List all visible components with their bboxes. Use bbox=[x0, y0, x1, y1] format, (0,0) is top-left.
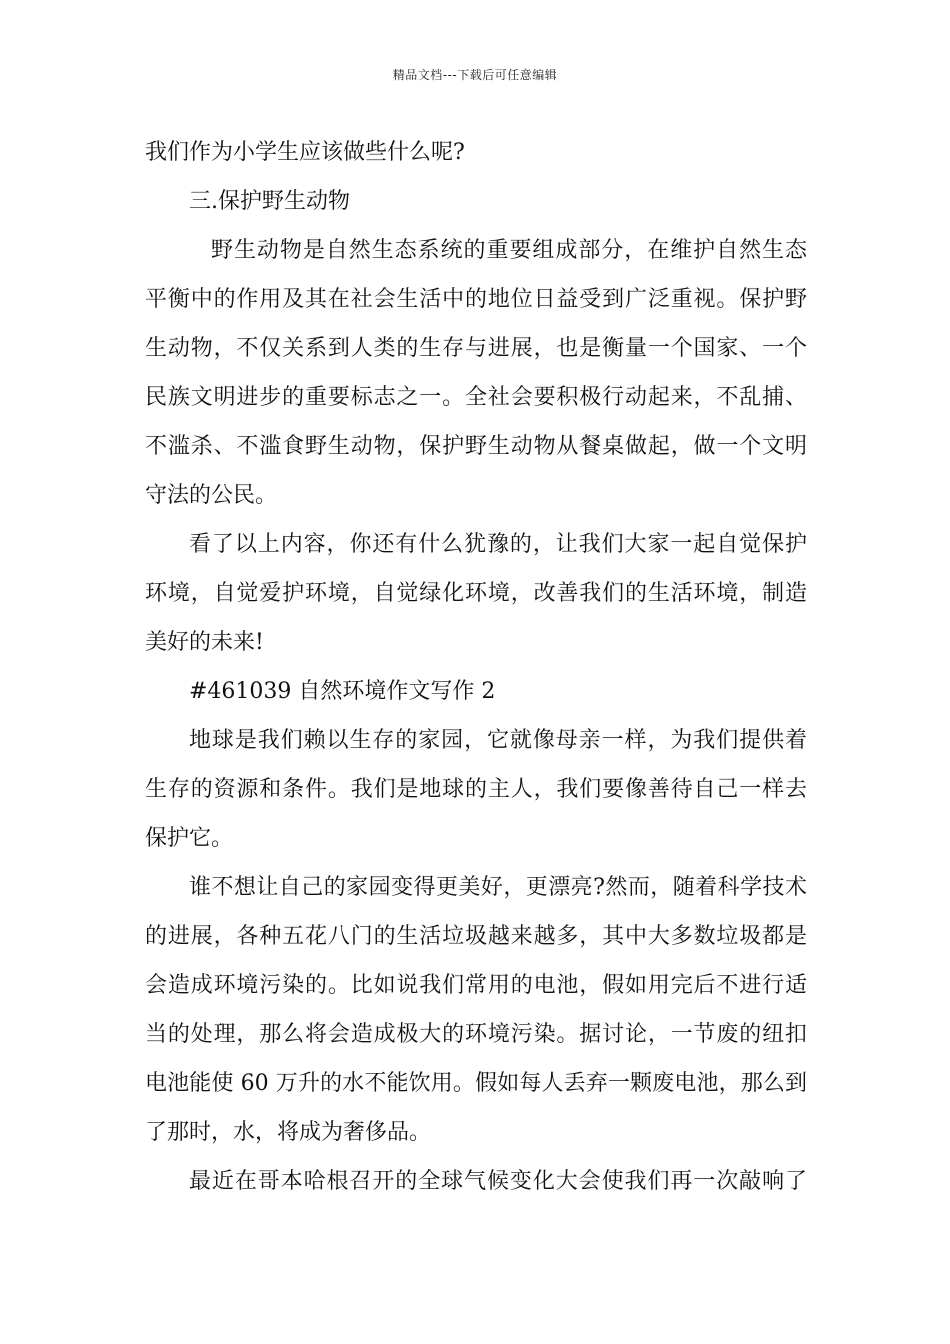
body-line: 美好的未来! bbox=[145, 630, 264, 655]
page-header: 精品文档---下载后可任意编辑 bbox=[392, 68, 558, 82]
body-line: 守法的公民。 bbox=[145, 483, 278, 508]
body-line: 野生动物是自然生态系统的重要组成部分，在维护自然生态 bbox=[211, 238, 807, 263]
body-line: 生动物，不仅关系到人类的生存与进展，也是衡量一个国家、一个 bbox=[145, 336, 807, 361]
body-line: 保护它。 bbox=[145, 826, 234, 851]
body-line: 地球是我们赖以生存的家园，它就像母亲一样，为我们提供着 bbox=[189, 728, 807, 753]
body-line: 生存的资源和条件。我们是地球的主人，我们要像善待自己一样去 bbox=[145, 777, 807, 802]
article-title: #461039 自然环境作文写作 2 bbox=[189, 679, 496, 704]
body-line: 谁不想让自己的家园变得更美好，更漂亮?然而，随着科学技术 bbox=[189, 875, 807, 900]
body-line: 了那时，水，将成为奢侈品。 bbox=[145, 1120, 432, 1145]
body-line: 我们作为小学生应该做些什么呢? bbox=[145, 140, 465, 165]
document-body bbox=[145, 128, 807, 1206]
body-line: 环境，自觉爱护环境，自觉绿化环境，改善我们的生活环境，制造 bbox=[145, 581, 807, 606]
section-heading: 三.保护野生动物 bbox=[189, 189, 350, 214]
body-line: 民族文明进步的重要标志之一。全社会要积极行动起来，不乱捕、 bbox=[145, 385, 807, 410]
body-line: 不滥杀、不滥食野生动物，保护野生动物从餐桌做起，做一个文明 bbox=[145, 434, 807, 459]
body-line: 的进展，各种五花八门的生活垃圾越来越多，其中大多数垃圾都是 bbox=[145, 924, 807, 949]
body-line: 会造成环境污染的。比如说我们常用的电池，假如用完后不进行适 bbox=[145, 973, 807, 998]
body-line: 看了以上内容，你还有什么犹豫的，让我们大家一起自觉保护 bbox=[189, 532, 807, 557]
body-line: 平衡中的作用及其在社会生活中的地位日益受到广泛重视。保护野 bbox=[145, 287, 807, 312]
body-line: 电池能使 60 万升的水不能饮用。假如每人丢弃一颗废电池，那么到 bbox=[145, 1071, 807, 1096]
body-line: 最近在哥本哈根召开的全球气候变化大会使我们再一次敲响了 bbox=[189, 1169, 807, 1194]
body-line: 当的处理，那么将会造成极大的环境污染。据讨论，一节废的纽扣 bbox=[145, 1022, 807, 1047]
